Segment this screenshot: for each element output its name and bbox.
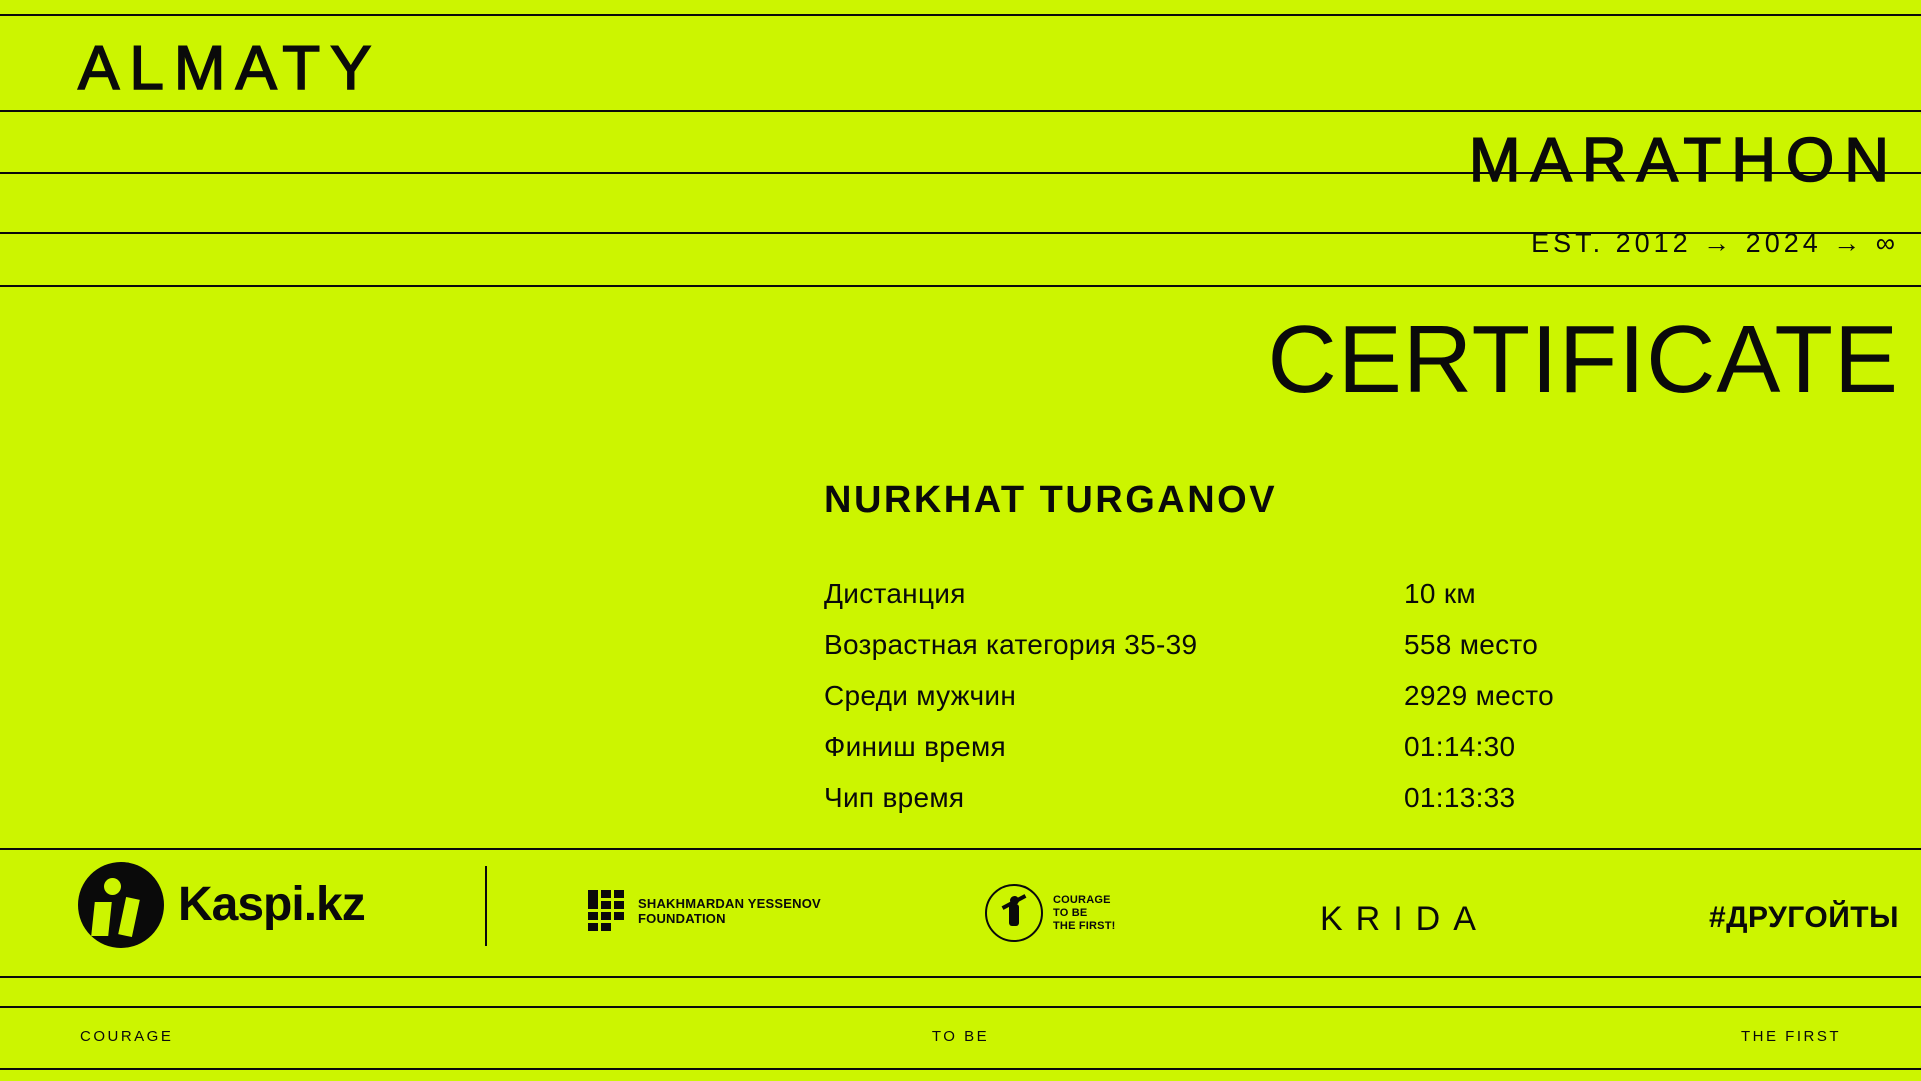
kaspi-wordmark: Kaspi.kz [178,878,365,931]
result-value: 01:14:30 [1404,731,1516,762]
result-label: Финиш время [824,731,1007,762]
divider-line [0,110,1921,112]
footer-left: COURAGE [80,1028,174,1045]
sponsor-yessenov-foundation [588,890,821,932]
sponsor-kaspi [78,862,365,948]
table-row [824,680,1804,731]
result-label: Дистанция [824,578,966,609]
sponsor-corporate-fund-courage [985,884,1116,942]
courage-wordmark [1053,894,1116,933]
courage-line-2: TO BE [1053,906,1088,919]
result-value: 01:13:33 [1404,782,1516,813]
sponsor-divider [485,866,487,946]
table-row [824,629,1804,680]
results-table [824,578,1804,833]
table-row [824,731,1804,782]
divider-line [0,285,1921,287]
courage-line-3: THE FIRST! [1053,919,1116,932]
brand-almaty: ALMATY [78,34,382,103]
yessenov-line-2: FOUNDATION [638,911,726,926]
sponsor-krida: KRIDA [1320,900,1489,938]
divider-line [0,976,1921,978]
result-label: Чип время [824,782,965,813]
divider-line [0,1006,1921,1008]
result-value: 2929 место [1404,680,1554,711]
sponsor-drugoity-hashtag: #ДРУГОЙТЫ [1708,901,1899,934]
result-value: 10 км [1404,578,1476,609]
divider-line [0,1068,1921,1070]
divider-line [0,848,1921,850]
yessenov-line-1: SHAKHMARDAN YESSENOV [638,896,821,911]
footer-middle: TO BE [931,1028,990,1045]
page-title: CERTIFICATE [1267,306,1899,413]
result-value: 558 место [1404,629,1539,660]
courage-logo-icon [985,884,1043,942]
result-label: Возрастная категория 35-39 [824,629,1198,660]
established-line: EST. 2012 → 2024 → ∞ [1531,228,1899,258]
yessenov-wordmark [638,896,821,926]
table-row [824,578,1804,629]
footer-right: THE FIRST [1741,1028,1841,1045]
courage-line-1: COURAGE [1053,893,1111,906]
result-label: Среди мужчин [824,680,1017,711]
yessenov-logo-icon [588,890,626,932]
brand-marathon: MARATHON [1468,126,1899,195]
table-row [824,782,1804,833]
divider-line [0,14,1921,16]
footer-slogan [0,1028,1921,1045]
athlete-name: NURKHAT TURGANOV [824,479,1278,521]
kaspi-logo-icon [78,862,164,948]
